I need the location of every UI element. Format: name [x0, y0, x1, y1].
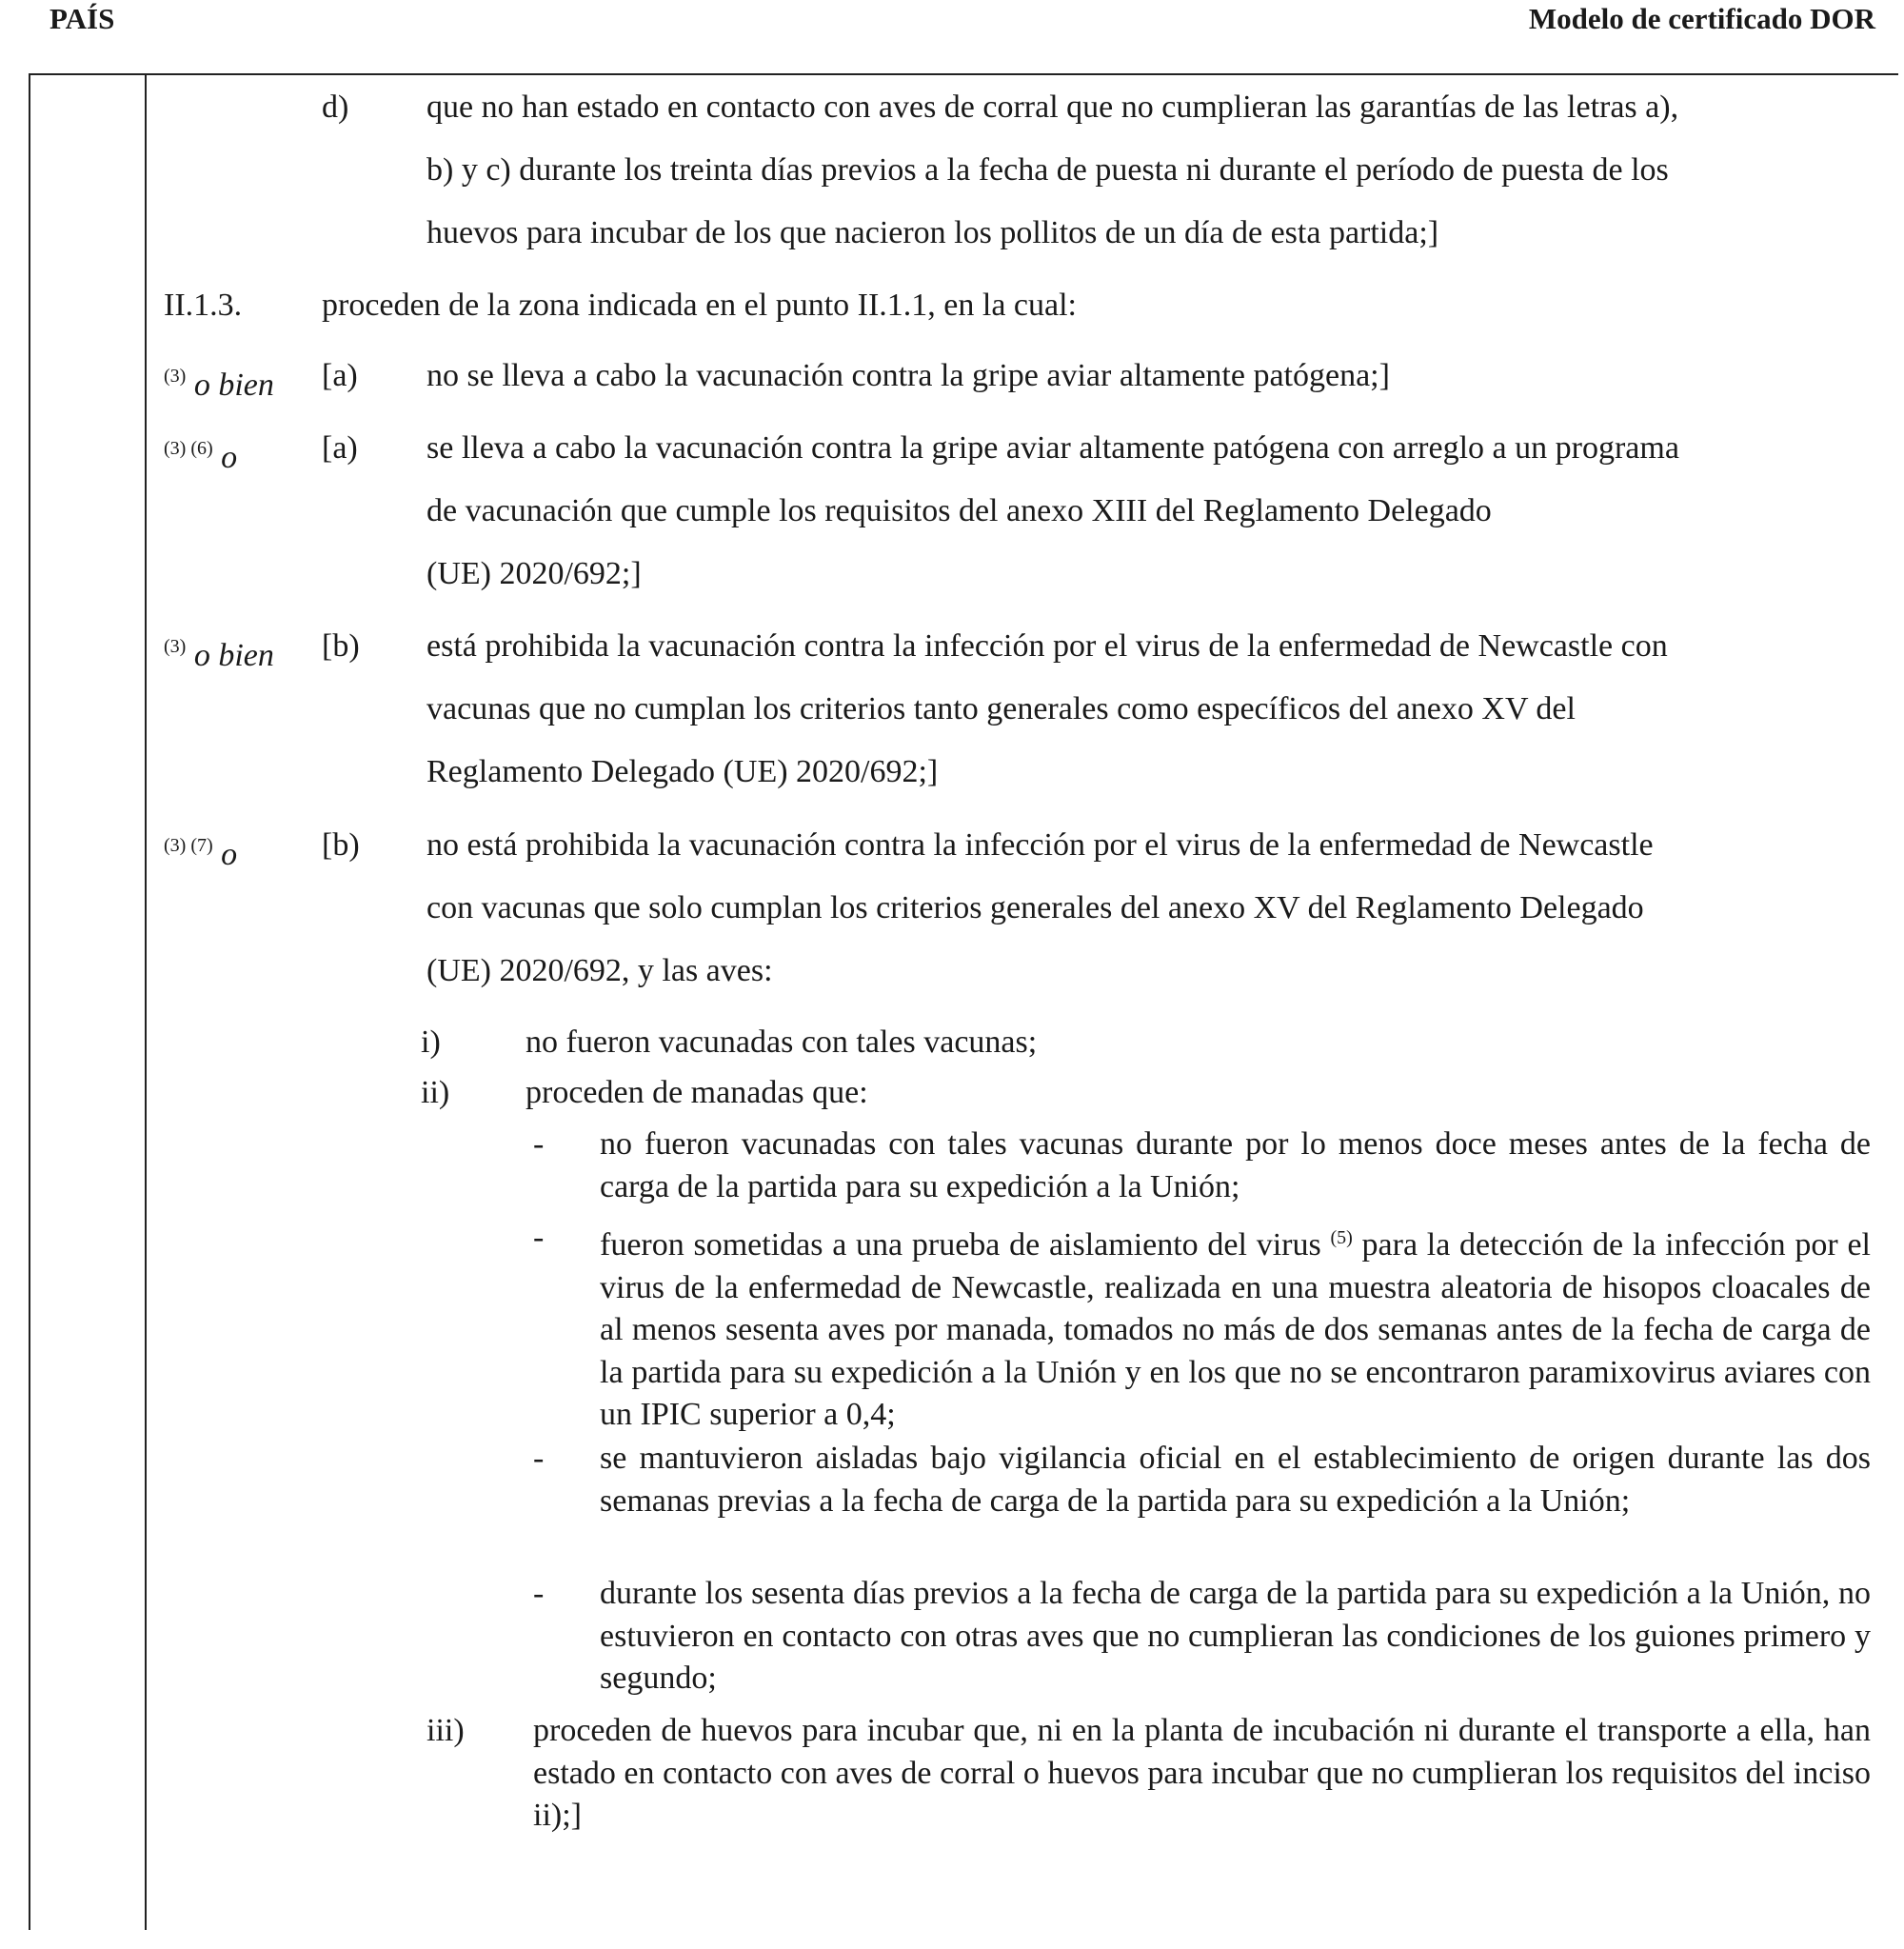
- option-b2-word: o: [221, 837, 238, 872]
- option-b2-line-1: no está prohibida la vacunación contra la infección por el virus de la enfermedad de Newcastle: [426, 827, 1654, 863]
- option-b1-label: [b): [322, 628, 360, 664]
- bullet-4-dash: -: [533, 1576, 545, 1611]
- option-b2-line-3: (UE) 2020/692, y las aves:: [426, 953, 773, 988]
- sub-iii-text: proceden de huevos para incubar que, ni en la planta de incubación ni durante el transporte a ella, han estado en contacto con aves de corral o huevos para incubar que no cumplieran los requisitos del inciso ii);]: [533, 1713, 1871, 1833]
- bullet-2-footnote: (5): [1330, 1227, 1353, 1248]
- option-a1-marker: [164, 345, 274, 417]
- option-a2-line-2: de vacunación que cumple los requisitos del anexo XIII del Reglamento Delegado: [426, 493, 1492, 528]
- bullet-2-text: [600, 1217, 1871, 1437]
- option-b1-footnote: (3): [164, 636, 187, 657]
- item-d-line-3: huevos para incubar de los que nacieron los pollitos de un día de esta partida;]: [426, 215, 1439, 250]
- option-b1-line-1: está prohibida la vacunación contra la infección por el virus de la enfermedad de Newcastle con: [426, 628, 1668, 664]
- option-b2-footnote: (3) (7): [164, 835, 213, 856]
- model-header: Modelo de certificado DOR: [1528, 2, 1875, 35]
- option-a1-text: no se lleva a cabo la vacunación contra la gripe aviar altamente patógena;]: [426, 358, 1390, 393]
- item-d-label: d): [322, 89, 349, 125]
- option-b2-label: [b): [322, 827, 360, 863]
- option-a2-label: [a): [322, 430, 358, 466]
- bullet-3-text: se mantuvieron aisladas bajo vigilancia oficial en el establecimiento de origen durante las dos semanas previas a la fecha de carga de la partida para su expedición a la Unión;: [600, 1441, 1871, 1519]
- option-b1-line-2: vacunas que no cumplan los criterios tanto generales como específicos del anexo XV del: [426, 691, 1576, 726]
- table-column-divider: [145, 73, 147, 1930]
- sub-i-label: i): [421, 1024, 441, 1060]
- sub-i-text: no fueron vacunadas con tales vacunas;: [526, 1024, 1038, 1060]
- section-number: II.1.3.: [164, 288, 243, 323]
- option-b2-marker: [164, 814, 237, 886]
- option-b1-word: o bien: [193, 638, 274, 673]
- option-a1-footnote: (3): [164, 366, 187, 387]
- table-left-border: [29, 73, 30, 1930]
- country-header: PAÍS: [50, 2, 115, 35]
- option-a2-marker: [164, 417, 237, 489]
- sub-iii-label: iii): [426, 1713, 465, 1748]
- sub-ii-label: ii): [421, 1075, 450, 1110]
- option-a2-word: o: [221, 440, 238, 475]
- item-d-line-2: b) y c) durante los treinta días previos a la fecha de puesta ni durante el período de puesta de los: [426, 152, 1669, 188]
- bullet-2-rest: para la detección de la infección por el virus de la enfermedad de Newcastle, realizada en una muestra aleatoria de hisopos cloacales de al menos sesenta aves por manada, tomados no más de dos semanas antes de la fecha de carga de la partida para su expedición a la Unión y en los que no se encontraron paramixovirus aviares con un IPIC superior a 0,4;: [600, 1227, 1871, 1432]
- bullet-1-text: no fueron vacunadas con tales vacunas durante por lo menos doce meses antes de la fecha de carga de la partida para su expedición a la Unión;: [600, 1126, 1871, 1204]
- option-a2-footnote: (3) (6): [164, 438, 213, 459]
- sub-ii-text: proceden de manadas que:: [526, 1075, 868, 1110]
- bullet-2-lead: fueron sometidas a una prueba de aislamiento del virus: [600, 1227, 1321, 1263]
- option-b2-line-2: con vacunas que solo cumplan los criterios generales del anexo XV del Reglamento Delegado: [426, 890, 1644, 925]
- section-text: proceden de la zona indicada en el punto II.1.1, en la cual:: [322, 288, 1077, 323]
- bullet-4-text: durante los sesenta días previos a la fecha de carga de la partida para su expedición a la Unión, no estuvieron en contacto con otras aves que no cumplieran las condiciones de los guiones primero y segundo;: [600, 1576, 1871, 1696]
- option-b1-marker: [164, 615, 274, 687]
- option-b1-line-3: Reglamento Delegado (UE) 2020/692;]: [426, 754, 939, 789]
- item-d-line-1: que no han estado en contacto con aves de corral que no cumplieran las garantías de las letras a),: [426, 89, 1679, 125]
- option-a1-word: o bien: [193, 368, 274, 403]
- option-a1-label: [a): [322, 358, 358, 393]
- option-a2-line-1: se lleva a cabo la vacunación contra la gripe aviar altamente patógena con arreglo a un programa: [426, 430, 1679, 466]
- table-top-border: [29, 73, 1898, 75]
- bullet-1-dash: -: [533, 1126, 545, 1162]
- bullet-2-dash: -: [533, 1220, 545, 1255]
- option-a2-line-3: (UE) 2020/692;]: [426, 556, 642, 591]
- bullet-3-dash: -: [533, 1441, 545, 1476]
